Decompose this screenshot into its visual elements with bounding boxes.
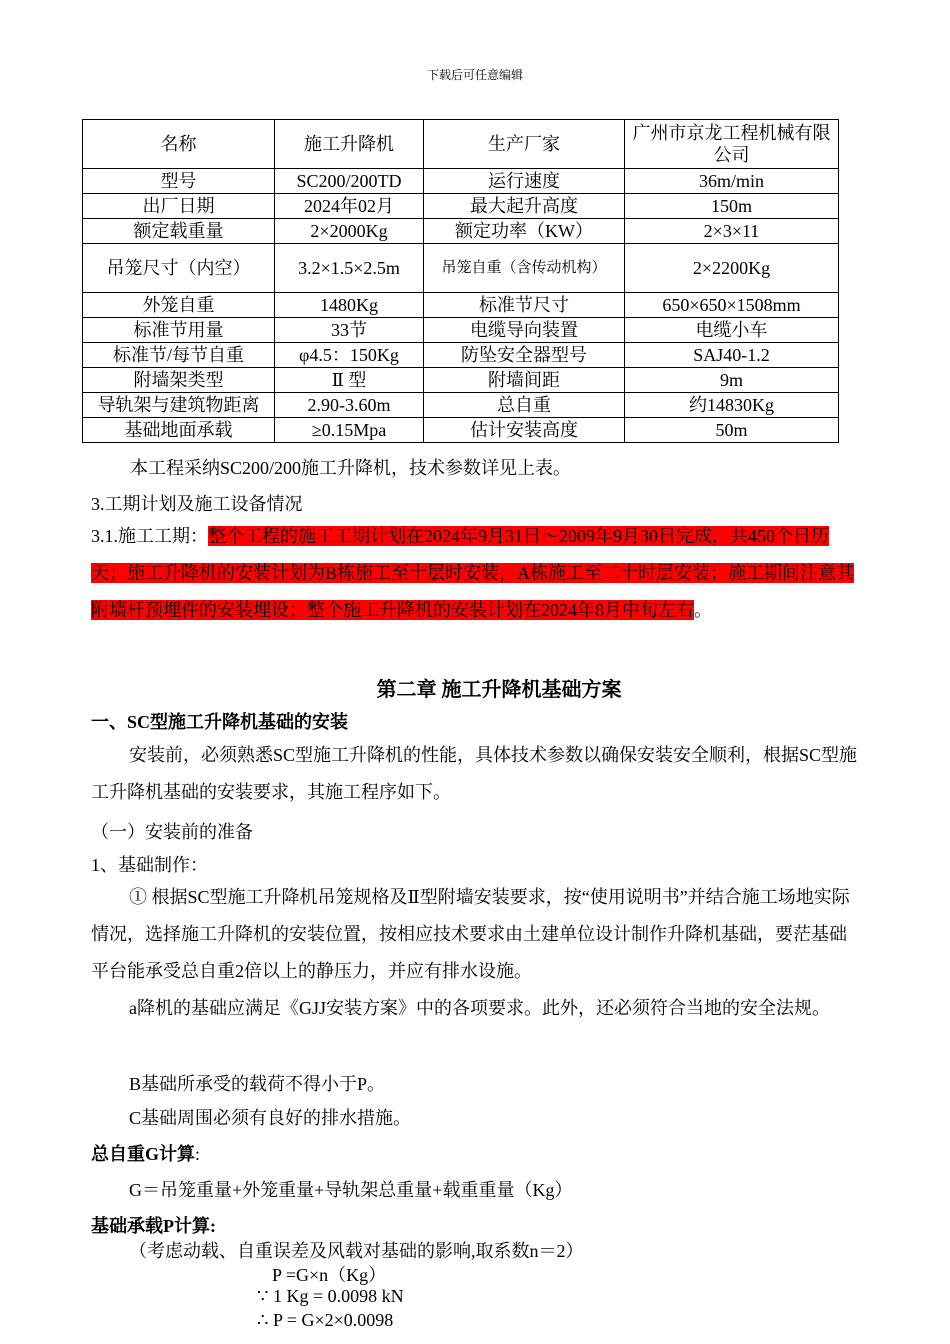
g-formula: G＝吊笼重量+外笼重量+导轨架总重量+载重重量（Kg） xyxy=(129,1180,573,1200)
table-cell: 电缆小车 xyxy=(625,318,839,343)
table-cell: φ4.5：150Kg xyxy=(275,343,424,368)
table-cell: 150m xyxy=(625,194,839,219)
table-row xyxy=(83,293,839,318)
paragraph-1: ① 根据SC型施工升降机吊笼规格及Ⅱ型附墙安装要求，按“使用说明书”并结合施工场地实际情况，选择施工升降机的安装位置，按相应技术要求由土建单位设计制作升降机基础，要茫基础平台能承受总自重2倍以上的静压力，并应有排水设施。 xyxy=(91,887,850,981)
table-cell: 标准节用量 xyxy=(83,318,275,343)
table-cell: 附墙架类型 xyxy=(83,368,275,393)
table-cell: 出厂日期 xyxy=(83,194,275,219)
table-row xyxy=(83,368,839,393)
table-cell: 施工升降机 xyxy=(275,120,424,169)
table-cell: 型号 xyxy=(83,169,275,194)
table-cell: 2×3×11 xyxy=(625,219,839,244)
table-row xyxy=(83,393,839,418)
section-3-1-label: 3.1.施工工期： xyxy=(91,526,208,546)
table-row xyxy=(83,318,839,343)
formula-2: ∵ 1 Kg = 0.0098 kN xyxy=(257,1286,404,1306)
p-title: 基础承载P计算: xyxy=(91,1216,216,1236)
table-cell: ≥0.15Mpa xyxy=(275,418,424,443)
table-cell: 标准节/每节自重 xyxy=(83,343,275,368)
table-cell: 2.90-3.60m xyxy=(275,393,424,418)
table-cell: SC200/200TD xyxy=(275,169,424,194)
table-cell: 最大起升高度 xyxy=(424,194,625,219)
table-cell: 广州市京龙工程机械有限公司 xyxy=(625,120,839,169)
section-3-heading: 3.工期计划及施工设备情况 xyxy=(91,494,303,514)
table-cell: 运行速度 xyxy=(424,169,625,194)
table-cell: 防坠安全器型号 xyxy=(424,343,625,368)
table-cell: 50m xyxy=(625,418,839,443)
table-cell: 导轨架与建筑物距离 xyxy=(83,393,275,418)
table-cell: 生产厂家 xyxy=(424,120,625,169)
g-title: 总自重G计算: xyxy=(91,1144,201,1164)
table-cell: 3.2×1.5×2.5m xyxy=(275,244,424,293)
table-cell: 基础地面承载 xyxy=(83,418,275,443)
formula-1: P =G×n（Kg） xyxy=(272,1265,387,1285)
table-cell: 外笼自重 xyxy=(83,293,275,318)
table-cell: 2×2200Kg xyxy=(625,244,839,293)
table-cell: 约14830Kg xyxy=(625,393,839,418)
table-cell: 总自重 xyxy=(424,393,625,418)
table-cell: 650×650×1508mm xyxy=(625,293,839,318)
table-cell: 36m/min xyxy=(625,169,839,194)
item-1: 1、基础制作： xyxy=(91,855,208,875)
paragraph-c: C基础周围必须有良好的排水措施。 xyxy=(129,1108,412,1128)
section-3-1-end: 。 xyxy=(694,600,712,620)
table-row xyxy=(83,418,839,443)
table-row xyxy=(83,219,839,244)
page-header: 下载后可任意编辑 xyxy=(426,68,523,82)
table-cell: 额定功率（KW） xyxy=(424,219,625,244)
table-cell: SAJ40-1.2 xyxy=(625,343,839,368)
table-cell: 1480Kg xyxy=(275,293,424,318)
intro-paragraph: 安装前，必须熟悉SC型施工升降机的性能，具体技术参数以确保安装安全顺利，根据SC型施工升降机基础的安装要求，其施工程序如下。 xyxy=(91,745,858,802)
table-cell: 9m xyxy=(625,368,839,393)
table-cell: 吊笼自重（含传动机构） xyxy=(424,244,625,293)
chapter-title: 第二章 施工升降机基础方案 xyxy=(376,679,622,701)
table-row xyxy=(83,169,839,194)
p-note: （考虑动载、自重误差及风载对基础的影响,取系数n＝2） xyxy=(129,1241,584,1261)
table-row xyxy=(83,120,839,169)
table-row xyxy=(83,244,839,293)
paragraph-table-note: 本工程采纳SC200/200施工升降机，技术参数详见上表。 xyxy=(130,458,572,478)
table-cell: 额定载重量 xyxy=(83,219,275,244)
spec-table xyxy=(82,119,839,443)
table-cell: 标准节尺寸 xyxy=(424,293,625,318)
table-cell: 估计安装高度 xyxy=(424,418,625,443)
formula-3: ∴ P = G×2×0.0098 xyxy=(257,1310,394,1330)
table-cell: Ⅱ 型 xyxy=(275,368,424,393)
table-cell: 2×2000Kg xyxy=(275,219,424,244)
table-row xyxy=(83,343,839,368)
table-cell: 电缆导向装置 xyxy=(424,318,625,343)
paragraph-b: B基础所承受的载荷不得小于P。 xyxy=(129,1074,386,1094)
table-cell: 33节 xyxy=(275,318,424,343)
heading-1: 一、SC型施工升降机基础的安装 xyxy=(91,712,349,732)
table-cell: 2024年02月 xyxy=(275,194,424,219)
paragraph-a: a降机的基础应满足《GJJ安装方案》中的各项要求。此外，还必须符合当地的安全法规。 xyxy=(129,998,830,1018)
table-cell: 附墙间距 xyxy=(424,368,625,393)
table-cell: 吊笼尺寸（内空） xyxy=(83,244,275,293)
table-cell: 名称 xyxy=(83,120,275,169)
section-3-1-paragraph xyxy=(91,518,863,629)
subsection-1: （一）安装前的准备 xyxy=(91,822,253,842)
highlighted-text: 整个工程的施工工期计划在2024年9月31日～2009年9月30日完成，共450个日历天；施工升降机的安装计划为B栋施工至十层时安装，A栋施工至二十时层安装；施工期间注意其附墙杆预埋件的安装埋设；整个施工升降机的安装计划在2024年8月中旬左右 xyxy=(91,526,855,620)
table-row xyxy=(83,194,839,219)
